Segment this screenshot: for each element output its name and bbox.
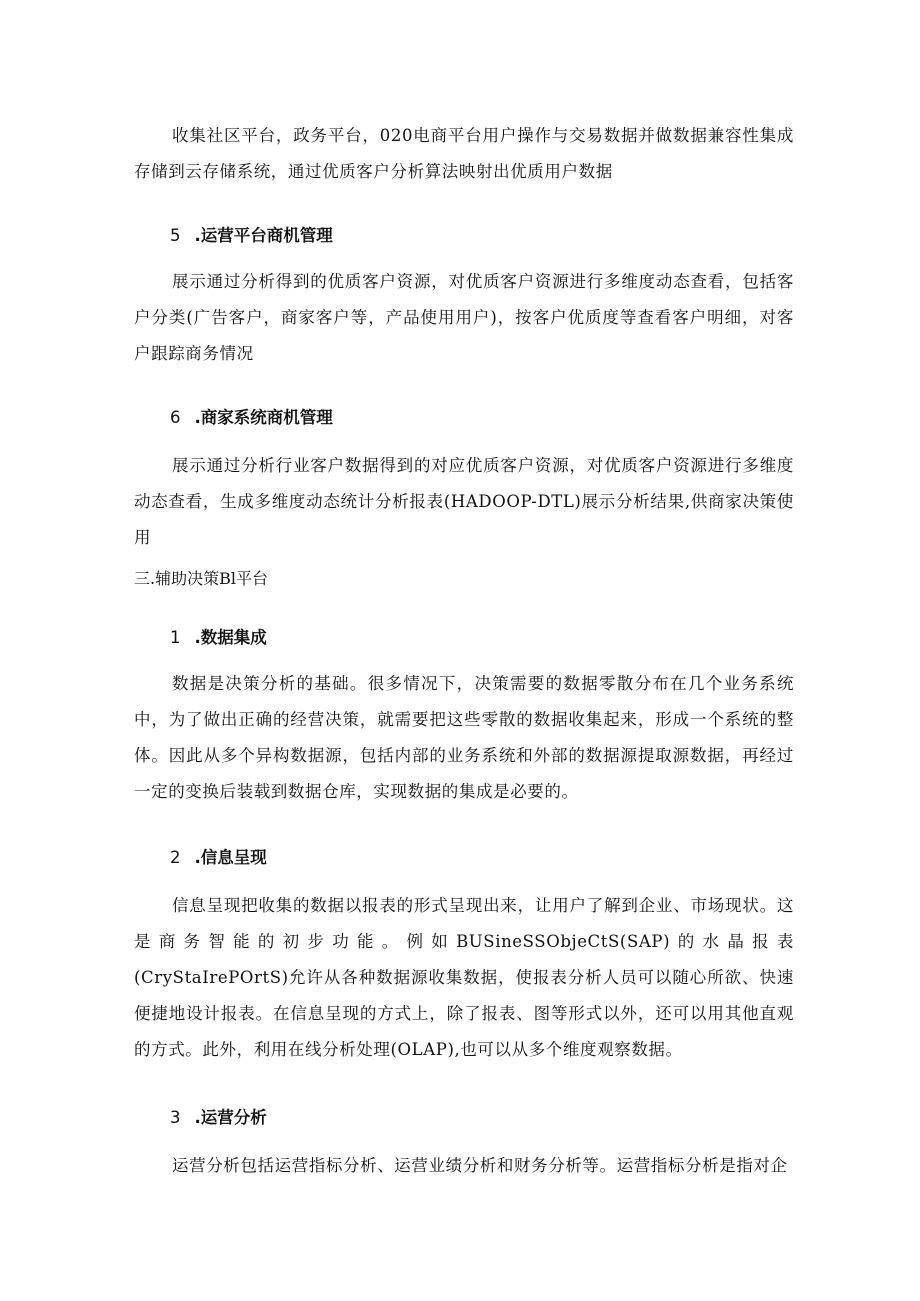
- section-3-title: 三.辅助决策Bl平台: [134, 569, 268, 588]
- heading-1-number: 1: [170, 628, 181, 647]
- heading-6-number: 6: [170, 408, 181, 427]
- heading-5-number: 5: [170, 226, 181, 245]
- heading-2: [170, 844, 267, 868]
- paragraph-information-presentation: 信息呈现把收集的数据以报表的形式呈现出来，让用户了解到企业、市场现状。这是商务智能的初步功能。例如BUSineSSObjeCtS(SAP)的水晶报表(CryStaIrePOrtS)允许从各种数据源收集数据，使报表分析人员可以随心所欲、快速便捷地设计报表。在信息呈现的方式上，除了报表、图等形式以外，还可以用其他直观的方式。此外，利用在线分析处理(OLAP),也可以从多个维度观察数据。: [134, 896, 794, 1059]
- heading-5: [170, 222, 333, 246]
- heading-2-number: 2: [170, 848, 181, 867]
- heading-1-text: .数据集成: [194, 628, 267, 647]
- paragraph-data-integration: 数据是决策分析的基础。很多情况下，决策需要的数据零散分布在几个业务系统中，为了做出正确的经营决策，就需要把这些零散的数据收集起来，形成一个系统的整体。因此从多个异构数据源，包括内部的业务系统和外部的数据源提取源数据，再经过一定的变换后装载到数据仓库，实现数据的集成是必要的。: [134, 674, 794, 801]
- heading-3-text: .运营分析: [194, 1108, 267, 1127]
- heading-3-number: 3: [170, 1108, 181, 1127]
- heading-6: [170, 404, 333, 428]
- heading-5-text: .运营平台商机管理: [194, 226, 333, 245]
- paragraph-merchant-opportunity: 展示通过分析行业客户数据得到的对应优质客户资源，对优质客户资源进行多维度动态查看，生成多维度动态统计分析报表(HADOOP-DTL)展示分析结果,供商家决策使用: [134, 456, 794, 547]
- paragraph-operations-analysis: 运营分析包括运营指标分析、运营业绩分析和财务分析等。运营指标分析是指对企: [172, 1156, 788, 1175]
- heading-3: [170, 1104, 267, 1128]
- heading-1: [170, 624, 267, 648]
- heading-6-text: .商家系统商机管理: [194, 408, 333, 427]
- paragraph-data-collection: 收集社区平台，政务平台，020电商平台用户操作与交易数据并做数据兼容性集成存储到云存储系统，通过优质客户分析算法映射出优质用户数据: [134, 126, 794, 181]
- heading-2-text: .信息呈现: [194, 848, 267, 867]
- paragraph-platform-opportunity: 展示通过分析得到的优质客户资源，对优质客户资源进行多维度动态查看，包括客户分类(广告客户，商家客户等，产品使用用户)，按客户优质度等查看客户明细，对客户跟踪商务情况: [134, 272, 794, 363]
